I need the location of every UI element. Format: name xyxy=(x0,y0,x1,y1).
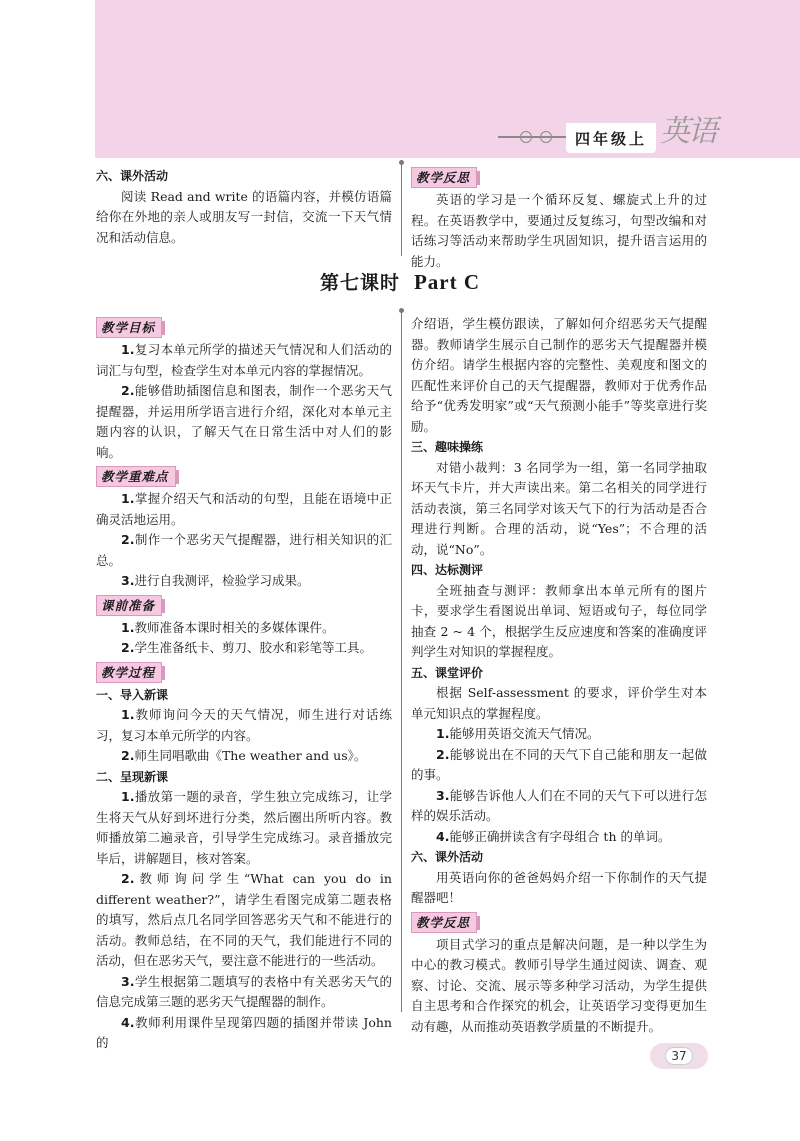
top-right-column xyxy=(411,164,707,272)
reflection-badge: 教学反思 xyxy=(411,167,477,188)
list-item xyxy=(96,1013,392,1054)
list-item xyxy=(96,489,392,530)
paragraph: 项目式学习的重点是解决问题，是一种以学生为中心的教习模式。教师引导学生通过阅读、调查、观察、讨论、交流、展示等多种学习活动，为学生提供自主思考和合作探究的机会，让英语学习变得更加生动有趣，从而推动英语教学质量的不断提升。 xyxy=(411,936,707,1034)
lesson-title-cn: 第七课时 xyxy=(319,272,400,294)
item-number: 4. xyxy=(121,1014,135,1030)
list-item xyxy=(96,787,392,869)
item-number: 2. xyxy=(121,640,135,655)
item-number: 3. xyxy=(121,573,135,588)
item-text: 能够正确拼读含有字母组合 th 的单词。 xyxy=(449,828,671,844)
section-heading: 五、课堂评价 xyxy=(411,665,484,680)
item-number: 2. xyxy=(121,532,135,547)
section-heading: 六、课外活动 xyxy=(411,850,484,864)
lesson-title-en: Part C xyxy=(413,270,481,294)
list-item xyxy=(411,827,707,848)
item-number: 2. xyxy=(436,746,450,762)
main-left-column xyxy=(96,314,392,1054)
paragraph: 对错小裁判：3 名同学为一组，第一名同学抽取坏天气卡片，并大声读出来。第二名相关的同学进行活动表演，第三名同学对该天气下的行为活动是否合理进行判断。合理的活动，说“Yes”；不合理的活动，说“No”。 xyxy=(411,459,707,557)
item-text: 教师询问今天的天气情况，师生进行对话练习，复习本单元所学的内容。 xyxy=(96,707,392,743)
paragraph: 用英语向你的爸爸妈妈介绍一下你制作的天气提醒器吧！ xyxy=(411,869,707,905)
item-text: 复习本单元所学的描述天气情况和人们活动的词汇与句型，检查学生对本单元内容的掌握情况。 xyxy=(96,342,392,378)
item-text: 能够借助插图信息和图表，制作一个恶劣天气提醒器，并运用所学语言进行介绍，深化对本单元主题内容的认识，了解天气在日常生活中对人们的影响。 xyxy=(96,383,392,460)
paragraph: 阅读 Read and write 的语篇内容，并模仿语篇给你在外地的亲人或朋友写一封信，交流一下天气情况和活动信息。 xyxy=(96,188,392,245)
top-left-column xyxy=(96,166,392,248)
subject-calligraphy: 英语 xyxy=(660,114,716,149)
item-number: 2. xyxy=(121,871,135,886)
item-text: 师生同唱歌曲《The weather and us》。 xyxy=(134,748,367,763)
grade-label: 四年级上 xyxy=(566,123,656,153)
section-heading: 六、课外活动 xyxy=(96,169,169,183)
item-text: 播放第一题的录音，学生独立完成练习，让学生将天气从好到坏进行分类，然后圈出所听内容。教师播放第二遍录音，引导学生完成练习。录音播放完毕后，讲解题目，核对答案。 xyxy=(96,789,392,866)
item-text: 学生准备纸卡、剪刀、胶水和彩笔等工具。 xyxy=(134,640,372,655)
item-text: 教师利用课件呈现第四题的插图并带读 John 的 xyxy=(96,1014,392,1050)
paragraph: 英语的学习是一个循环反复、螺旋式上升的过程。在英语教学中，要通过反复练习，句型改编和对话练习等活动来帮助学生巩固知识，提升语言运用的能力。 xyxy=(411,192,707,269)
list-item xyxy=(96,869,392,972)
section-heading: 四、达标测评 xyxy=(411,563,484,577)
list-item xyxy=(96,972,392,1013)
list-item xyxy=(96,530,392,571)
item-text: 教师询问学生“What can you do in different weather?”，请学生看图完成第二题表格的填写，然后点几名同学回答恶劣天气和不能进行的活动。教师总结，在不同的天气，我们能进行不同的活动，但在恶劣天气，要注意不能进行的一些活动。 xyxy=(96,871,392,968)
list-item xyxy=(96,638,392,659)
item-text: 制作一个恶劣天气提醒器，进行相关知识的汇总。 xyxy=(96,532,392,568)
divider-dot xyxy=(399,308,404,313)
item-number: 2. xyxy=(121,748,135,763)
item-text: 能够说出在不同的天气下自己能和朋友一起做的事。 xyxy=(411,746,707,782)
list-item xyxy=(411,745,707,786)
item-text: 能够告诉他人人们在不同的天气下可以进行怎样的娱乐活动。 xyxy=(411,787,707,823)
column-divider xyxy=(401,164,402,256)
section-heading: 三、趣味操练 xyxy=(411,440,484,454)
item-text: 能够用英语交流天气情况。 xyxy=(449,726,600,741)
item-number: 1. xyxy=(436,726,450,741)
item-number: 1. xyxy=(121,491,135,506)
list-item xyxy=(96,381,392,463)
process-badge: 教学过程 xyxy=(96,662,162,683)
section-heading: 二、呈现新课 xyxy=(96,769,169,784)
keypoints-badge: 教学重难点 xyxy=(96,466,176,487)
paragraph: 全班抽查与测评：教师拿出本单元所有的图片卡，要求学生看图说出单词、短语或句子，每位同学抽查 2 ~ 4 个，根据学生反应速度和答案的准确度评判学生对知识的掌握程度。 xyxy=(411,582,707,659)
list-item xyxy=(411,786,707,827)
item-number: 1. xyxy=(121,789,135,804)
decoration-circle-icon xyxy=(540,131,552,143)
divider-dot xyxy=(399,160,404,165)
item-number: 1. xyxy=(121,619,135,635)
item-number: 2. xyxy=(121,383,135,398)
reflection-badge: 教学反思 xyxy=(411,912,477,933)
item-number: 4. xyxy=(436,828,450,844)
list-item xyxy=(96,746,392,767)
column-divider xyxy=(401,312,402,1012)
page-number: 37 xyxy=(665,1047,692,1065)
item-text: 进行自我测评，检验学习成果。 xyxy=(134,573,310,588)
paragraph: 介绍语，学生模仿跟读，了解如何介绍恶劣天气提醒器。教师请学生展示自己制作的恶劣天气提醒器并模仿介绍。请学生根据内容的完整性、美观度和图文的匹配性来评价自己的天气提醒器，教师对于优秀作品给予“优秀发明家”或“天气预测小能手”等奖章进行奖励。 xyxy=(411,316,707,434)
item-text: 掌握介绍天气和活动的句型，且能在语境中正确灵活地运用。 xyxy=(96,491,392,527)
decoration-circle-icon xyxy=(520,131,532,143)
list-item xyxy=(96,618,392,639)
item-number: 3. xyxy=(436,787,450,803)
list-item xyxy=(96,571,392,592)
list-item xyxy=(96,340,392,381)
paragraph: 根据 Self-assessment 的要求，评价学生对本单元知识点的掌握程度。 xyxy=(411,685,707,721)
item-text: 教师准备本课时相关的多媒体课件。 xyxy=(134,619,335,635)
main-right-column xyxy=(411,314,707,1037)
page-number-tab xyxy=(650,1043,708,1069)
prep-badge: 课前准备 xyxy=(96,595,162,616)
item-number: 1. xyxy=(121,707,135,722)
list-item xyxy=(411,724,707,745)
lesson-title xyxy=(0,268,800,295)
section-heading: 一、导入新课 xyxy=(96,687,169,702)
item-number: 1. xyxy=(121,342,135,357)
header-decoration-line xyxy=(498,136,566,138)
list-item xyxy=(96,705,392,746)
objectives-badge: 教学目标 xyxy=(96,317,162,338)
item-number: 3. xyxy=(121,973,135,989)
item-text: 学生根据第二题填写的表格中有关恶劣天气的信息完成第三题的恶劣天气提醒器的制作。 xyxy=(96,973,392,1009)
